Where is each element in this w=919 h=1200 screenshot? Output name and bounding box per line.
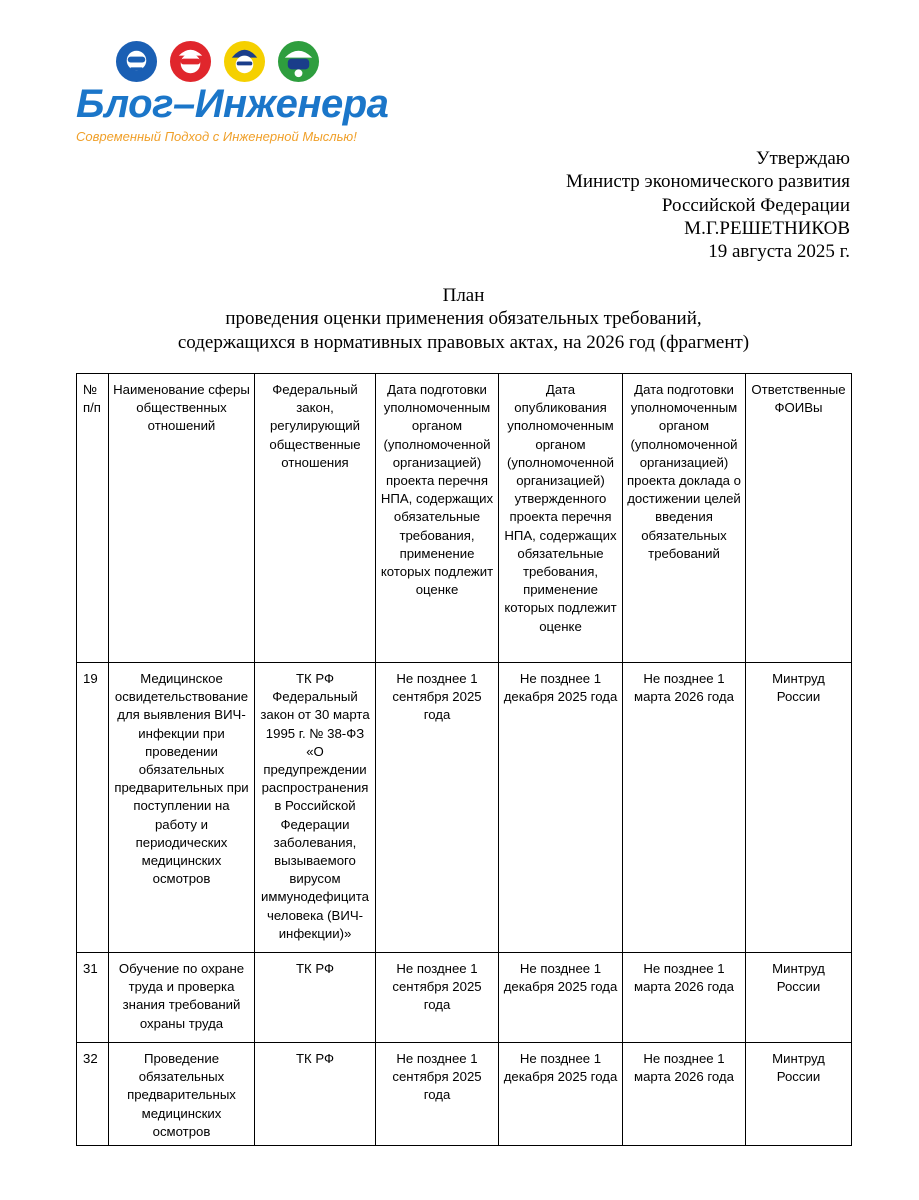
engineer-red-icon: [169, 40, 212, 83]
table-cell: Минтруд России: [746, 953, 852, 1043]
table-header-cell: № п/п: [77, 374, 109, 663]
table-cell: Не позднее 1 декабря 2025 года: [499, 1043, 623, 1146]
document-title: [76, 284, 851, 354]
table-header-cell: Дата опубликования уполномоченным органом (уполномоченной организацией) утвержденного проекта перечня НПА, содержащих обязательные требования, применение которых подлежит оценке: [499, 374, 623, 663]
title-line: План: [442, 285, 485, 306]
table-cell: Обучение по охране труда и проверка знания требований охраны труда: [109, 953, 255, 1043]
logo-tagline: Современный Подход с Инженерной Мыслью!: [76, 129, 357, 144]
table-cell: 32: [77, 1043, 109, 1146]
table-header-cell: Федеральный закон, регулирующий общественные отношения: [255, 374, 376, 663]
table-cell: ТК РФ: [255, 1043, 376, 1146]
table-cell: Не позднее 1 сентября 2025 года: [376, 1043, 499, 1146]
table-cell: Медицинское освидетельствование для выявления ВИЧ-инфекции при проведении обязательных предварительных при поступлении на работу и периодических медицинских осмотров: [109, 663, 255, 953]
logo-brand: Блог–Инженера: [76, 82, 389, 126]
table-row: [77, 1043, 852, 1146]
approval-line: Утверждаю: [756, 148, 850, 169]
table-cell: ТК РФ Федеральный закон от 30 марта 1995 г. № 38-ФЗ «О предупреждении распространения в Российской Федерации заболевания, вызываемого вирусом иммунодефицита человека (ВИЧ-инфекции)»: [255, 663, 376, 953]
table-cell: Не позднее 1 сентября 2025 года: [376, 663, 499, 953]
approval-block: [566, 147, 850, 263]
table-cell: Не позднее 1 марта 2026 года: [623, 663, 746, 953]
engineer-blue-icon: [115, 40, 158, 83]
table-cell: Проведение обязательных предварительных медицинских осмотров: [109, 1043, 255, 1146]
table-header-cell: Ответственные ФОИВы: [746, 374, 852, 663]
table-cell: 31: [77, 953, 109, 1043]
table-header-cell: Дата подготовки уполномоченным органом (уполномоченной организацией) проекта доклада о достижении целей введения обязательных требований: [623, 374, 746, 663]
table-cell: Минтруд России: [746, 663, 852, 953]
table-cell: Минтруд России: [746, 1043, 852, 1146]
engineer-yellow-icon: [223, 40, 266, 83]
table-cell: Не позднее 1 сентября 2025 года: [376, 953, 499, 1043]
table-cell: ТК РФ: [255, 953, 376, 1043]
table-cell: Не позднее 1 марта 2026 года: [623, 1043, 746, 1146]
logo-icons: [115, 40, 325, 84]
approval-line: М.Г.РЕШЕТНИКОВ: [684, 217, 850, 239]
table-cell: Не позднее 1 марта 2026 года: [623, 953, 746, 1043]
approval-line: Российской Федерации: [661, 194, 850, 216]
table-header-cell: Дата подготовки уполномоченным органом (уполномоченной организацией) проекта перечня НПА, содержащих обязательные требования, применение которых подлежит оценке: [376, 374, 499, 663]
table-cell: 19: [77, 663, 109, 953]
table-row: [77, 663, 852, 953]
plan-table: [76, 373, 852, 1146]
table-cell: Не позднее 1 декабря 2025 года: [499, 663, 623, 953]
approval-line: 19 августа 2025 г.: [708, 241, 850, 263]
engineer-green-icon: [277, 40, 320, 83]
table-header-cell: Наименование сферы общественных отношений: [109, 374, 255, 663]
logo: [76, 40, 389, 150]
approval-line: Министр экономического развития: [565, 171, 850, 193]
table-row: [77, 953, 852, 1043]
title-line: содержащихся в нормативных правовых актах, на 2026 год (фрагмент): [177, 331, 750, 353]
table-header-row: [77, 374, 852, 663]
table-cell: Не позднее 1 декабря 2025 года: [499, 953, 623, 1043]
title-line: проведения оценки применения обязательных требований,: [225, 308, 702, 330]
